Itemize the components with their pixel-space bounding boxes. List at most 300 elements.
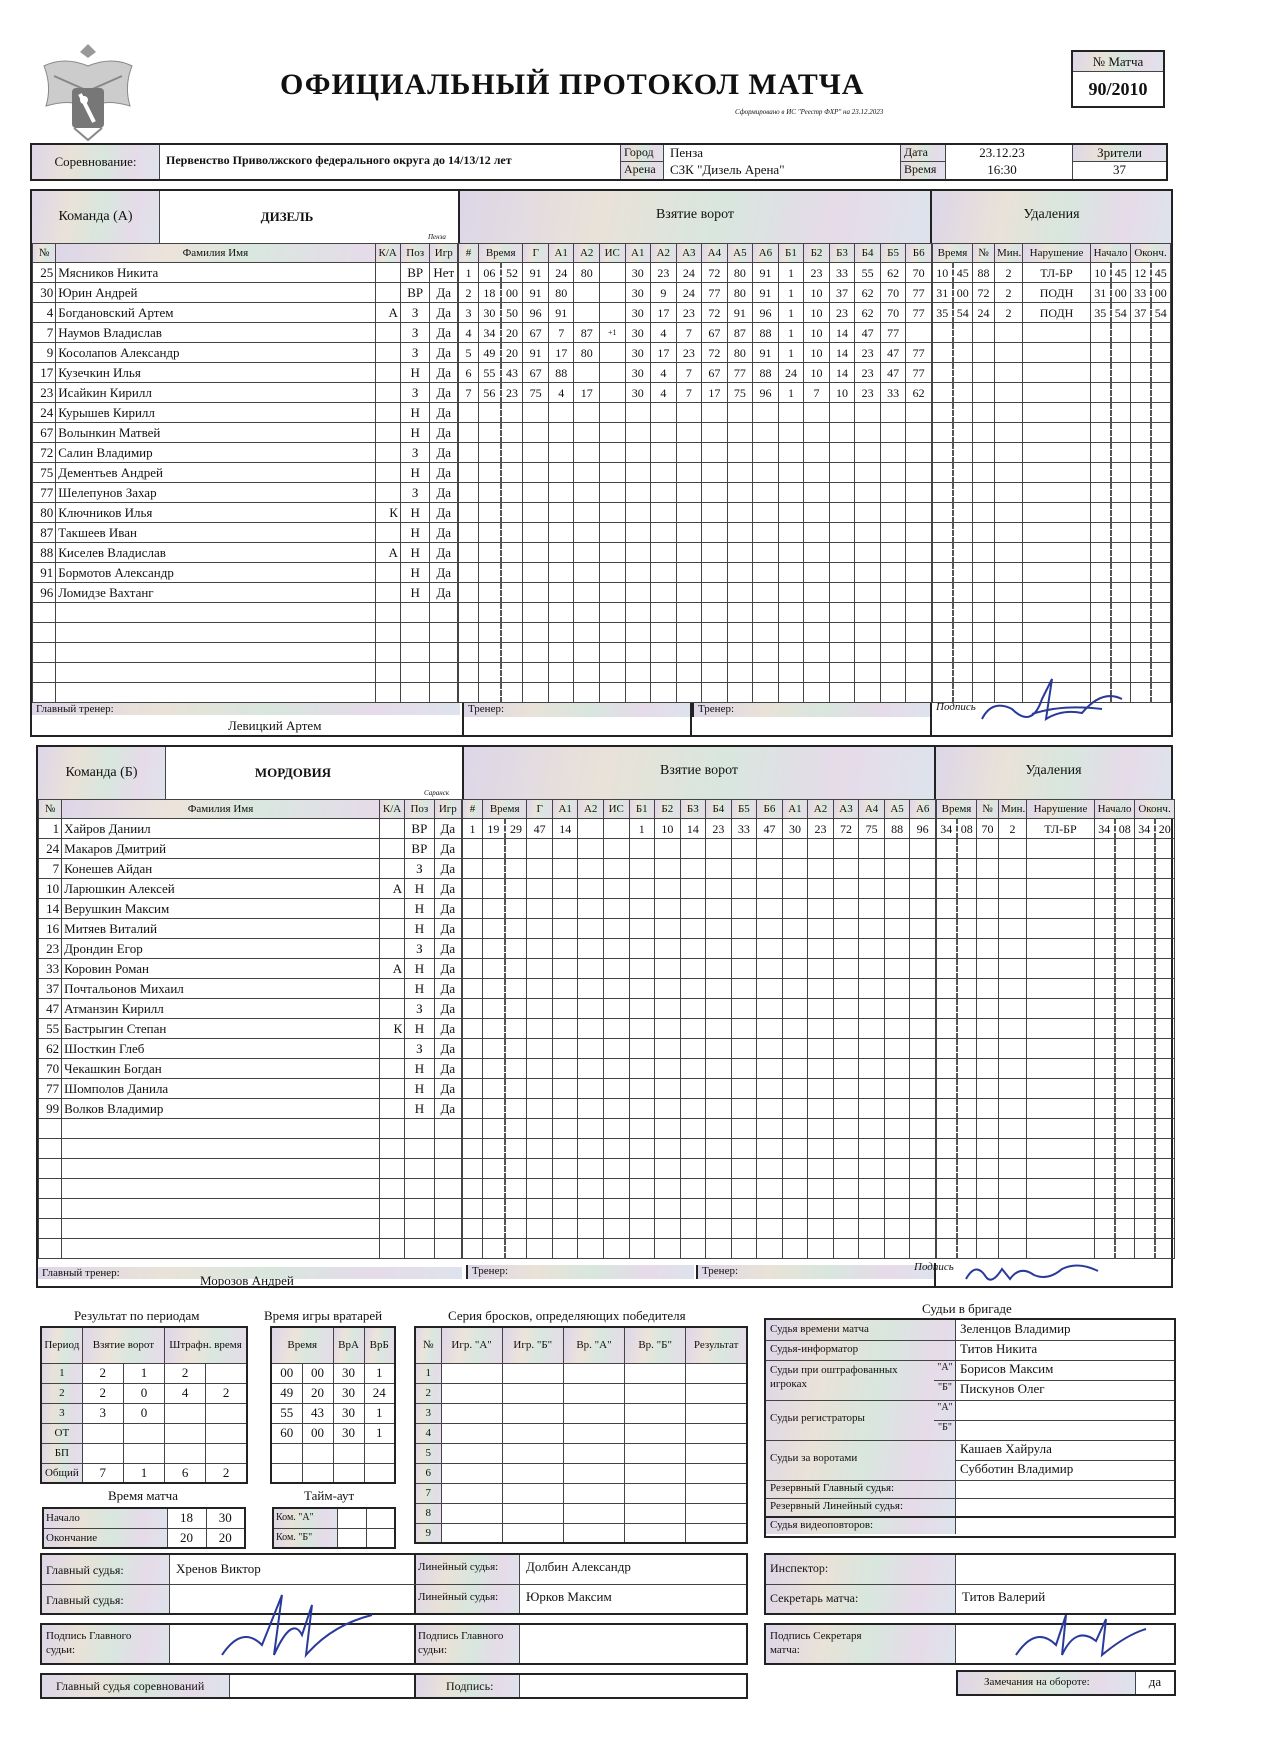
goals-header-cell: Б6	[757, 800, 783, 819]
pen-a-tag: "А"	[937, 1362, 953, 1373]
goal-cell	[855, 663, 881, 683]
goal-cell	[603, 979, 629, 999]
penalty-cell	[957, 939, 977, 959]
table-row	[933, 603, 1171, 623]
goal-cell	[599, 403, 625, 423]
player-played: Да	[430, 423, 458, 443]
goal-cell: 72	[833, 819, 859, 839]
period-cell: 1	[41, 1363, 82, 1383]
penalty-cell	[1135, 959, 1155, 979]
goal-cell	[884, 939, 910, 959]
team-a-head-coach-label: Главный тренер:	[32, 703, 460, 715]
goal-cell	[482, 999, 504, 1019]
goal-cell	[651, 483, 677, 503]
goal-cell	[459, 583, 479, 603]
penalty-cell	[999, 1099, 1027, 1119]
goal-cell	[829, 663, 855, 683]
table-row	[271, 1443, 395, 1463]
player-number: 96	[33, 583, 56, 603]
goal-cell: 24	[548, 263, 574, 283]
goals-header-cell: Б5	[731, 800, 757, 819]
goal-cell	[578, 1039, 604, 1059]
goal-cell: 7	[676, 363, 702, 383]
penalty-cell	[1115, 1119, 1135, 1139]
team-a-penalties-title: Удаления	[932, 191, 1171, 243]
shootout-cell	[441, 1363, 502, 1383]
time-label: Время	[900, 162, 946, 179]
period-cell	[165, 1423, 206, 1443]
goal-cell	[463, 1159, 483, 1179]
goal-cell	[859, 1179, 885, 1199]
penalty-cell: 08	[957, 819, 977, 839]
penalty-cell	[1155, 859, 1175, 879]
goal-cell	[859, 879, 885, 899]
city-value: Пенза	[670, 145, 704, 160]
penalty-cell	[1095, 979, 1115, 999]
goal-judge-2: Субботин Владимир	[960, 1461, 1074, 1476]
penalty-cell	[1023, 523, 1091, 543]
penalty-cell	[1135, 1239, 1155, 1259]
player-name: Курышев Кирилл	[56, 403, 375, 423]
goal-cell	[702, 563, 728, 583]
goalie-cell: 1	[364, 1403, 395, 1423]
goal-cell	[727, 523, 753, 543]
penalty-cell	[1091, 623, 1111, 643]
goal-cell	[603, 859, 629, 879]
goal-cell	[884, 919, 910, 939]
goal-cell: 30	[625, 283, 651, 303]
goal-cell	[731, 859, 757, 879]
goalie-cell: 30	[333, 1423, 364, 1443]
goal-cell: 91	[753, 283, 779, 303]
player-position: Н	[405, 879, 434, 899]
shootout-cell	[441, 1483, 502, 1503]
penalty-cell	[977, 1179, 999, 1199]
table-row	[933, 463, 1171, 483]
penalty-header-cell: №	[973, 244, 995, 263]
goal-cell	[501, 523, 523, 543]
goal-cell	[505, 919, 527, 939]
page-title: ОФИЦИАЛЬНЫЙ ПРОТОКОЛ МАТЧА	[280, 68, 865, 101]
player-name: Бормотов Александр	[56, 563, 375, 583]
goal-cell	[501, 403, 523, 423]
goal-cell	[599, 683, 625, 703]
goal-cell	[548, 503, 574, 523]
penalty-cell	[977, 1219, 999, 1239]
penalty-cell	[1027, 1059, 1095, 1079]
goal-cell: 10	[829, 383, 855, 403]
player-number	[39, 1139, 62, 1159]
table-row	[33, 463, 458, 483]
penalty-cell	[977, 1019, 999, 1039]
goal-cell	[629, 959, 655, 979]
goal-cell	[478, 583, 500, 603]
penalty-cell	[957, 839, 977, 859]
goal-cell	[778, 443, 804, 463]
goal-cell	[463, 1219, 483, 1239]
goalie-cell: 00	[271, 1363, 302, 1383]
goal-cell	[625, 643, 651, 663]
penalty-cell	[995, 643, 1023, 663]
goal-cell	[757, 919, 783, 939]
goal-cell	[757, 1119, 783, 1139]
goal-cell	[459, 623, 479, 643]
goal-cell	[753, 463, 779, 483]
goal-cell	[523, 423, 549, 443]
goal-cell: 33	[731, 819, 757, 839]
penalty-cell	[973, 643, 995, 663]
goal-cell	[629, 1099, 655, 1119]
player-played: Да	[434, 1099, 461, 1119]
goal-cell	[625, 483, 651, 503]
spectators-value: 37	[1072, 162, 1166, 179]
player-position: ВР	[400, 283, 430, 303]
penalty-cell	[937, 1059, 957, 1079]
goal-cell	[833, 839, 859, 859]
goal-cell	[706, 1199, 732, 1219]
goal-cell: 17	[574, 383, 600, 403]
penalty-cell	[977, 1039, 999, 1059]
table-row	[937, 879, 1175, 899]
player-role	[375, 563, 400, 583]
player-number: 9	[33, 343, 56, 363]
player-played: Да	[430, 503, 458, 523]
period-cell: 0	[123, 1403, 164, 1423]
penalty-cell	[1115, 859, 1135, 879]
goal-cell	[574, 603, 600, 623]
goal-cell	[808, 999, 834, 1019]
pen-b-judge: Пискунов Олег	[960, 1381, 1045, 1396]
goal-cell	[676, 503, 702, 523]
penalty-cell	[1095, 859, 1115, 879]
goal-cell	[603, 1019, 629, 1039]
goal-cell: 23	[808, 819, 834, 839]
table-row	[33, 383, 458, 403]
player-name	[62, 1199, 380, 1219]
player-name: Шелепунов Захар	[56, 483, 375, 503]
roster-header-cell: Фамилия Имя	[56, 244, 375, 263]
shootout-cell	[563, 1443, 624, 1463]
goal-cell	[599, 483, 625, 503]
player-number	[33, 683, 56, 703]
penalty-cell	[1131, 423, 1151, 443]
goal-cell	[629, 1179, 655, 1199]
goal-cell	[651, 563, 677, 583]
goal-cell	[757, 1099, 783, 1119]
penalty-cell	[1091, 383, 1111, 403]
timekeeper: Зеленцов Владимир	[960, 1321, 1071, 1336]
goal-cell	[829, 543, 855, 563]
player-number: 7	[33, 323, 56, 343]
goal-cell: 87	[574, 323, 600, 343]
goal-cell	[463, 939, 483, 959]
goal-cell	[552, 1099, 578, 1119]
table-row	[463, 859, 936, 879]
player-position: Н	[405, 959, 434, 979]
goal-cell	[578, 879, 604, 899]
goal-cell: 06	[478, 263, 500, 283]
goal-cell	[804, 623, 830, 643]
main-signatures	[40, 1623, 748, 1665]
goal-cell	[578, 1179, 604, 1199]
goal-cell	[574, 663, 600, 683]
penalty-header-cell: Оконч.	[1131, 244, 1171, 263]
goal-cell	[578, 1079, 604, 1099]
penalty-cell	[1131, 343, 1151, 363]
period-goals-header: Взятие ворот	[82, 1327, 164, 1363]
team-b-head-coach: Морозов Андрей	[200, 1273, 294, 1288]
goal-cell	[459, 523, 479, 543]
shootout-cell	[563, 1483, 624, 1503]
penalty-cell	[977, 1079, 999, 1099]
goal-cell	[578, 939, 604, 959]
goal-cell: 23	[804, 263, 830, 283]
goal-cell	[859, 979, 885, 999]
goal-cell	[527, 1119, 553, 1139]
goal-cell: 10	[804, 363, 830, 383]
penalty-cell	[1027, 1159, 1095, 1179]
goal-cell	[833, 979, 859, 999]
goal-cell	[782, 1099, 808, 1119]
table-row	[33, 443, 458, 463]
table-row	[463, 1239, 936, 1259]
goal-cell	[578, 999, 604, 1019]
table-row	[933, 483, 1171, 503]
penalty-cell: 45	[1151, 263, 1171, 283]
shootout-cell	[502, 1483, 563, 1503]
date-value: 23.12.23	[979, 145, 1025, 160]
penalty-cell	[1095, 1179, 1115, 1199]
goal-cell	[651, 423, 677, 443]
penalty-cell	[1027, 1199, 1095, 1219]
table-row	[937, 1079, 1175, 1099]
goal-cell	[782, 839, 808, 859]
goal-cell	[706, 1099, 732, 1119]
penalty-cell	[1023, 383, 1091, 403]
goal-cell	[855, 403, 881, 423]
goal-cell	[808, 839, 834, 859]
goal-cell	[459, 463, 479, 483]
penalty-cell	[1091, 363, 1111, 383]
goal-cell	[757, 1059, 783, 1079]
goal-cell	[727, 483, 753, 503]
goal-cell	[855, 623, 881, 643]
goal-cell	[880, 563, 906, 583]
player-name: Ключников Илья	[56, 503, 375, 523]
player-position: Н	[400, 423, 430, 443]
penalty-cell	[933, 343, 953, 363]
reg-a-tag: "А"	[937, 1402, 953, 1413]
penalty-cell	[1135, 1079, 1155, 1099]
goal-cell	[727, 603, 753, 623]
periods-header-row	[41, 1327, 247, 1363]
goal-cell: 10	[804, 303, 830, 323]
timeout-b-label: Ком. "Б"	[273, 1528, 337, 1548]
goal-cell	[855, 423, 881, 443]
shootout-cell	[441, 1403, 502, 1423]
goal-cell	[880, 623, 906, 643]
player-number: 62	[39, 1039, 62, 1059]
goal-cell	[880, 503, 906, 523]
secretary-signature-icon	[1006, 1605, 1156, 1665]
player-number: 87	[33, 523, 56, 543]
goal-cell	[629, 1019, 655, 1039]
penalty-header-cell: Время	[937, 800, 977, 819]
goal-cell	[629, 919, 655, 939]
main-referee-label: Главный судья:	[46, 1563, 124, 1577]
player-position: ВР	[405, 839, 434, 859]
goal-cell	[548, 683, 574, 703]
goal-cell	[753, 423, 779, 443]
goal-cell	[727, 503, 753, 523]
penalty-cell	[999, 959, 1027, 979]
goals-header-cell: Б4	[855, 244, 881, 263]
goal-cell	[482, 1139, 504, 1159]
goal-cell	[603, 1099, 629, 1119]
penalty-cell	[933, 663, 953, 683]
goal-cell	[808, 1219, 834, 1239]
goal-cell	[782, 979, 808, 999]
goal-cell	[603, 1139, 629, 1159]
team-a-signature-label: Подпись	[936, 701, 976, 713]
table-row	[271, 1423, 395, 1443]
player-played	[434, 1179, 461, 1199]
period-cell: 2	[41, 1383, 82, 1403]
penalty-cell	[1131, 663, 1151, 683]
goal-cell	[884, 1219, 910, 1239]
player-role	[379, 1139, 404, 1159]
goal-cell	[599, 383, 625, 403]
shootout-round: 3	[415, 1403, 441, 1423]
penalty-cell	[1151, 603, 1171, 623]
goal-cell	[808, 1039, 834, 1059]
goal-cell: 10	[804, 343, 830, 363]
goal-cell: 10	[804, 283, 830, 303]
penalty-cell: 45	[1111, 263, 1131, 283]
goal-cell	[552, 899, 578, 919]
shootout-cell	[563, 1363, 624, 1383]
goal-cell	[829, 463, 855, 483]
penalty-cell	[1115, 1239, 1135, 1259]
goal-cell	[574, 563, 600, 583]
penalty-cell	[1091, 483, 1111, 503]
goal-cell	[706, 999, 732, 1019]
player-number: 24	[33, 403, 56, 423]
goal-cell	[910, 839, 936, 859]
table-row	[459, 263, 932, 283]
penalty-cell: 54	[1111, 303, 1131, 323]
goal-cell	[552, 1179, 578, 1199]
goal-cell: 91	[548, 303, 574, 323]
period-cell: 0	[123, 1383, 164, 1403]
table-row	[39, 1079, 462, 1099]
goal-cell	[548, 443, 574, 463]
goal-cell	[884, 899, 910, 919]
divider	[766, 1480, 1174, 1481]
goal-cell	[910, 919, 936, 939]
penalty-cell	[977, 919, 999, 939]
goalie-cell: 43	[302, 1403, 333, 1423]
penalty-cell	[999, 999, 1027, 1019]
goal-cell	[482, 1119, 504, 1139]
goal-cell	[782, 959, 808, 979]
goal-cell	[859, 999, 885, 1019]
timeout-title: Тайм-аут	[304, 1488, 355, 1503]
penalty-cell	[937, 1199, 957, 1219]
penalty-cell	[1151, 583, 1171, 603]
goal-cell	[855, 463, 881, 483]
goal-cell: 80	[574, 263, 600, 283]
goal-cell	[527, 959, 553, 979]
table-row	[459, 623, 932, 643]
table-row	[33, 323, 458, 343]
goal-cell	[505, 899, 527, 919]
goals-header-cell: Б3	[680, 800, 706, 819]
goal-cell	[753, 643, 779, 663]
goal-cell	[603, 1219, 629, 1239]
penalty-cell	[999, 1039, 1027, 1059]
player-number: 75	[33, 463, 56, 483]
goal-cell	[757, 1039, 783, 1059]
player-number	[39, 1219, 62, 1239]
player-position: Н	[400, 583, 430, 603]
penalty-cell: ТЛ-БР	[1027, 819, 1095, 839]
table-row	[933, 563, 1171, 583]
table-row	[33, 523, 458, 543]
penalty-cell	[1111, 403, 1131, 423]
table-row	[459, 503, 932, 523]
player-position	[405, 1179, 434, 1199]
penalty-cell	[995, 623, 1023, 643]
goal-cell	[459, 603, 479, 623]
penalty-cell	[999, 1019, 1027, 1039]
penalty-cell	[957, 1039, 977, 1059]
table-row	[937, 979, 1175, 999]
divider	[414, 1584, 746, 1585]
penalty-cell: 12	[1131, 263, 1151, 283]
remarks-box	[956, 1670, 1176, 1696]
goal-cell	[727, 423, 753, 443]
goal-cell	[706, 1239, 732, 1259]
shootout-cell	[502, 1363, 563, 1383]
period-cell: 4	[165, 1383, 206, 1403]
penalty-cell	[1151, 323, 1171, 343]
goal-cell	[778, 623, 804, 643]
player-role	[375, 683, 400, 703]
goal-cell	[910, 979, 936, 999]
goal-cell	[552, 1119, 578, 1139]
table-row	[39, 1159, 462, 1179]
goal-cell	[804, 483, 830, 503]
table-row	[41, 1403, 247, 1423]
penalty-cell	[1095, 999, 1115, 1019]
roster-header-cell: №	[33, 244, 56, 263]
goalie-b-header: ВрБ	[364, 1327, 395, 1363]
goalie-cell: 49	[271, 1383, 302, 1403]
player-number: 99	[39, 1099, 62, 1119]
goal-cell	[629, 999, 655, 1019]
player-name: Почтальонов Михаил	[62, 979, 380, 999]
goal-cell	[833, 1059, 859, 1079]
goal-cell	[782, 1199, 808, 1219]
player-number: 30	[33, 283, 56, 303]
penalty-cell	[1027, 1139, 1095, 1159]
goal-cell	[757, 1179, 783, 1199]
table-row	[33, 363, 458, 383]
player-name	[56, 603, 375, 623]
table-row	[39, 879, 462, 899]
goal-cell	[478, 503, 500, 523]
